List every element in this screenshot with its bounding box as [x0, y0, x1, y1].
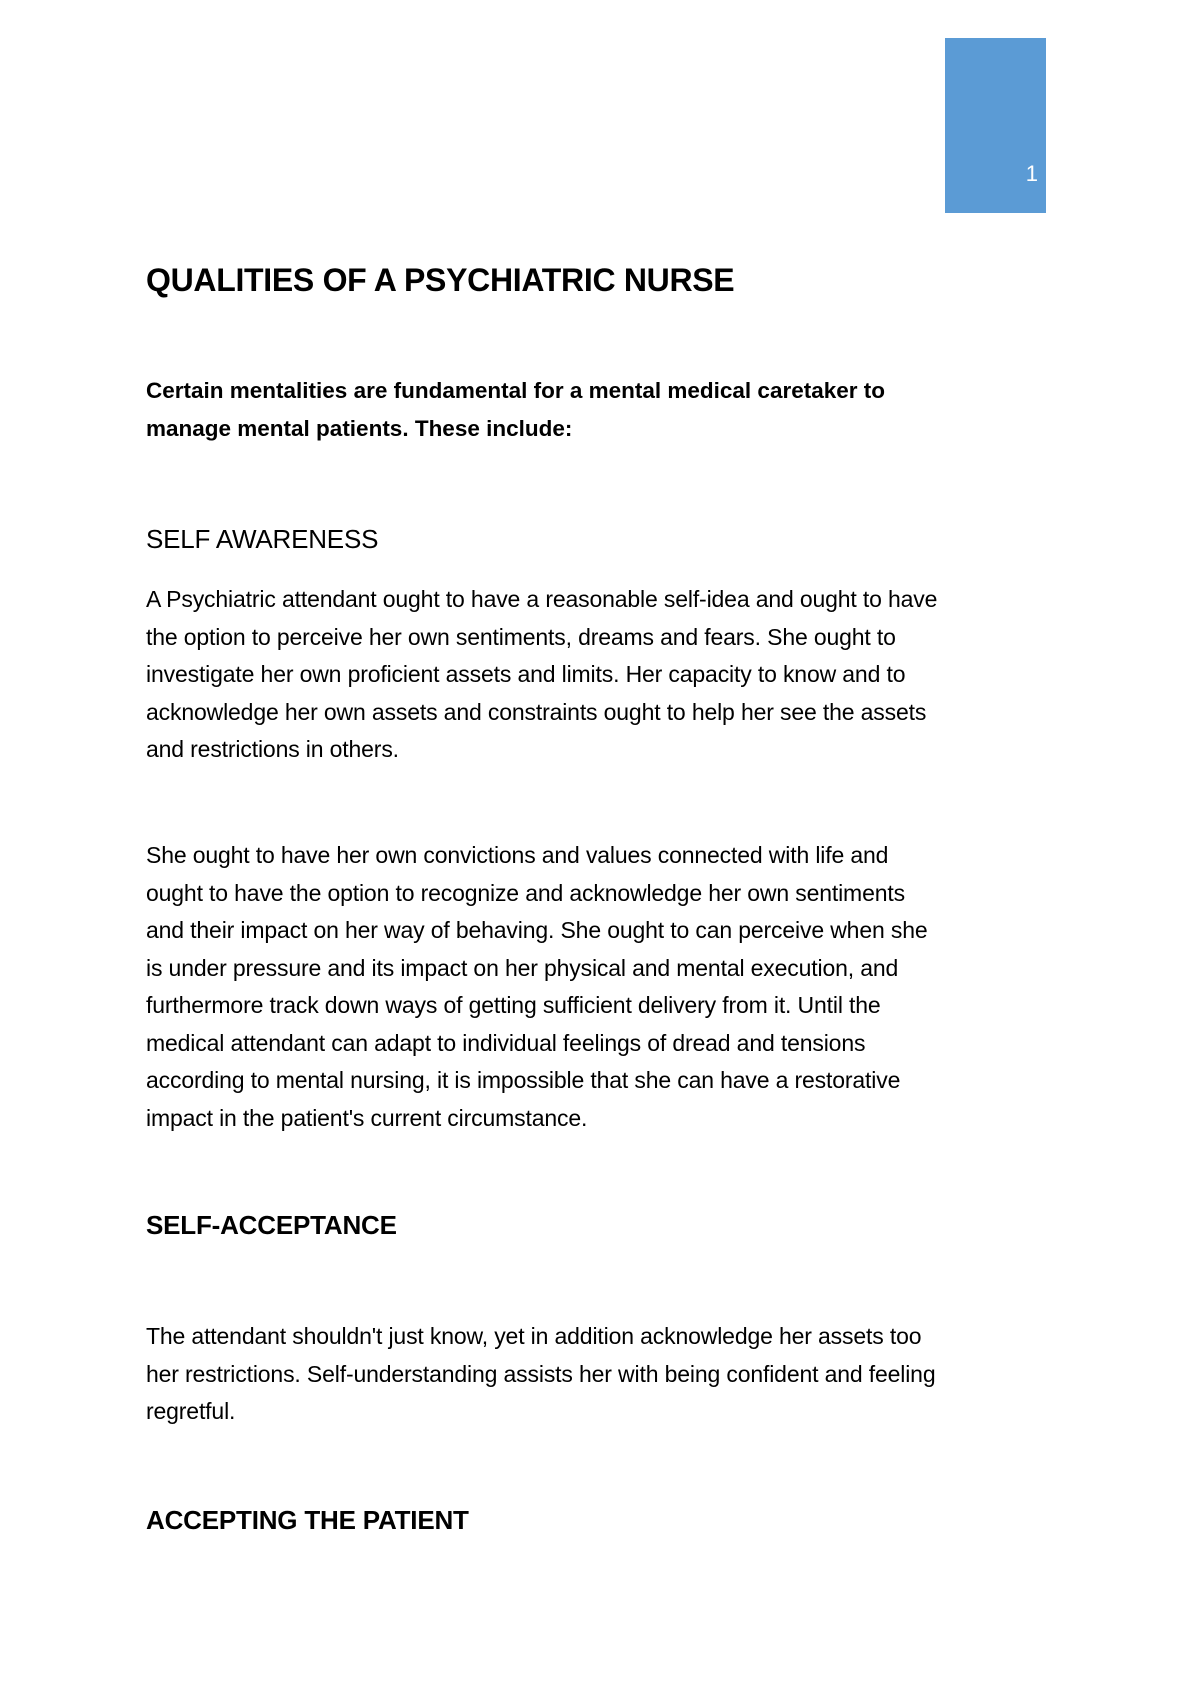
paragraph-line: acknowledge her own assets and constraints ought to help her see the assets: [146, 698, 927, 725]
paragraph-line: according to mental nursing, it is impossible that she can have a restorative: [146, 1067, 901, 1093]
paragraph-line: ought to have the option to recognize and acknowledge her own sentiments: [146, 879, 905, 906]
paragraph-line: medical attendant can adapt to individual feelings of dread and tensions: [146, 1029, 866, 1056]
paragraph-line: her restrictions. Self-understanding assists her with being confident and feeling: [146, 1360, 936, 1387]
section-heading-self-acceptance: SELF-ACCEPTANCE: [146, 1210, 397, 1240]
document-title: QUALITIES OF A PSYCHIATRIC NURSE: [146, 262, 735, 298]
paragraph-line: and restrictions in others.: [146, 736, 399, 762]
self-acceptance-paragraph: [146, 1318, 1066, 1431]
paragraph-line: regretful.: [146, 1398, 236, 1424]
self-awareness-paragraph-2: [146, 837, 1066, 1137]
paragraph-line: investigate her own proficient assets and limits. Her capacity to know and to: [146, 661, 906, 687]
paragraph-line: and their impact on her way of behaving. She ought to can perceive when she: [146, 917, 928, 943]
intro-line: manage mental patients. These include:: [146, 415, 573, 441]
paragraph-line: The attendant shouldn't just know, yet in addition acknowledge her assets too: [146, 1323, 922, 1349]
paragraph-line: is under pressure and its impact on her physical and mental execution, and: [146, 954, 899, 981]
intro-line: Certain mentalities are fundamental for a mental medical caretaker to: [146, 378, 886, 403]
self-awareness-paragraph-1: [146, 581, 1066, 769]
page-number: 1: [1025, 161, 1038, 186]
page-number-tab: [945, 38, 1046, 213]
paragraph-line: the option to perceive her own sentiments, dreams and fears. She ought to: [146, 623, 896, 650]
section-heading-accepting-the-patient: ACCEPTING THE PATIENT: [146, 1505, 469, 1535]
paragraph-line: She ought to have her own convictions and values connected with life and: [146, 842, 889, 868]
intro-paragraph: [146, 372, 1026, 447]
paragraph-line: impact in the patient's current circumstance.: [146, 1104, 588, 1131]
section-heading-self-awareness: SELF AWARENESS: [146, 524, 379, 554]
paragraph-line: furthermore track down ways of getting sufficient delivery from it. Until the: [146, 992, 881, 1018]
paragraph-line: A Psychiatric attendant ought to have a reasonable self-idea and ought to have: [146, 586, 938, 612]
